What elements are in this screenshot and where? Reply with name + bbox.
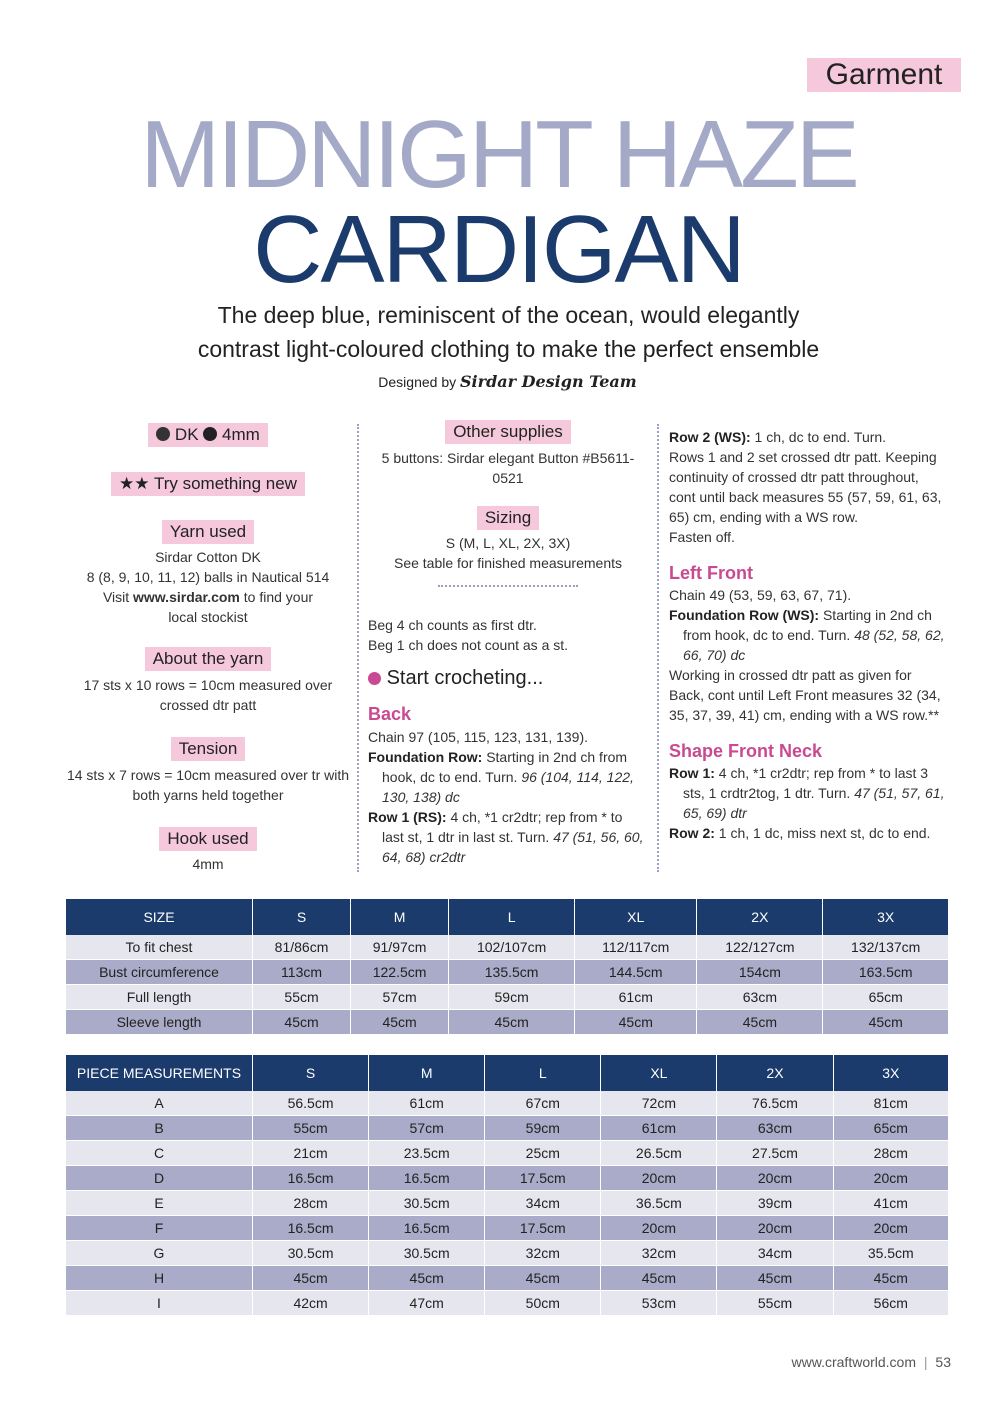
piece-table-row-cell: 76.5cm bbox=[717, 1091, 833, 1116]
size-table-body bbox=[66, 935, 948, 1035]
size-table-header-cell: S bbox=[253, 899, 351, 935]
sizing-heading: Sizing bbox=[477, 506, 539, 530]
hook-icon bbox=[203, 427, 217, 441]
column-info bbox=[62, 420, 354, 874]
piece-table-row-cell: 35.5cm bbox=[833, 1241, 948, 1266]
about-yarn-line-2: crossed dtr patt bbox=[159, 697, 257, 713]
piece-table-row-cell: 17.5cm bbox=[485, 1166, 601, 1191]
piece-table-row bbox=[66, 1191, 948, 1216]
subtitle-line-2: contrast light-coloured clothing to make the perfect ensemble bbox=[197, 336, 820, 362]
piece-table-header-cell: S bbox=[253, 1055, 369, 1091]
piece-table-row bbox=[66, 1166, 948, 1191]
piece-table-row-cell: 45cm bbox=[253, 1266, 369, 1291]
piece-table-row-cell: 30.5cm bbox=[369, 1191, 485, 1216]
piece-table-row-cell: 45cm bbox=[485, 1266, 601, 1291]
piece-table-row-label: D bbox=[66, 1166, 253, 1191]
size-table-row-cell: 45cm bbox=[823, 1010, 948, 1035]
start-crocheting-heading: Start crocheting... bbox=[368, 667, 648, 690]
piece-table-row-cell: 28cm bbox=[833, 1141, 948, 1166]
size-table-row-cell: 45cm bbox=[697, 1010, 823, 1035]
size-table-row-cell: 112/117cm bbox=[575, 935, 697, 960]
piece-table-row bbox=[66, 1116, 948, 1141]
difficulty-badge bbox=[111, 472, 305, 496]
piece-table-row-cell: 36.5cm bbox=[601, 1191, 717, 1216]
sizing-sizes: S (M, L, XL, 2X, 3X) bbox=[445, 535, 571, 551]
piece-table-row bbox=[66, 1241, 948, 1266]
page-number: 53 bbox=[935, 1354, 951, 1370]
piece-table-row-cell: 81cm bbox=[833, 1091, 948, 1116]
fasten-off: Fasten off. bbox=[669, 529, 735, 545]
size-table-row-cell: 45cm bbox=[449, 1010, 575, 1035]
title-line-1: MIDNIGHT HAZE bbox=[140, 101, 857, 208]
column-divider-1 bbox=[357, 424, 359, 872]
subtitle bbox=[100, 298, 917, 366]
size-table-row-cell: 45cm bbox=[575, 1010, 697, 1035]
piece-table-row-cell: 55cm bbox=[717, 1291, 833, 1316]
piece-table-header-cell: XL bbox=[601, 1055, 717, 1091]
piece-table-row-cell: 30.5cm bbox=[253, 1241, 369, 1266]
back-foundation-row: Foundation Row: Starting in 2nd ch from hook, dc to end. Turn. 96 (104, 114, 122, 130, 138) dc bbox=[368, 749, 634, 805]
column-pattern-2 bbox=[669, 427, 949, 843]
left-front-heading: Left Front bbox=[669, 563, 753, 583]
piece-table-row-cell: 56cm bbox=[833, 1291, 948, 1316]
hook-used-value: 4mm bbox=[192, 856, 224, 872]
size-table-header-cell: M bbox=[351, 899, 449, 935]
yarn-used-heading: Yarn used bbox=[162, 520, 254, 544]
piece-table-row-cell: 45cm bbox=[369, 1266, 485, 1291]
piece-table-row-cell: 20cm bbox=[717, 1166, 833, 1191]
piece-table-row-cell: 30.5cm bbox=[369, 1241, 485, 1266]
piece-table-row-cell: 61cm bbox=[369, 1091, 485, 1116]
piece-table-row-cell: 26.5cm bbox=[601, 1141, 717, 1166]
size-table-row-cell: 132/137cm bbox=[823, 935, 948, 960]
size-table-row-cell: 63cm bbox=[697, 985, 823, 1010]
back-chain: Chain 97 (105, 115, 123, 131, 139). bbox=[368, 729, 589, 745]
hook-used-heading: Hook used bbox=[159, 827, 256, 851]
size-table-row-cell: 122/127cm bbox=[697, 935, 823, 960]
piece-table-row-cell: 23.5cm bbox=[369, 1141, 485, 1166]
difficulty-label: Try something new bbox=[153, 474, 297, 493]
stockist-line: Visit www.sirdar.com to find your bbox=[102, 589, 314, 605]
piece-table-row bbox=[66, 1141, 948, 1166]
page-footer bbox=[792, 1354, 951, 1370]
yarn-name: Sirdar Cotton DK bbox=[155, 549, 261, 565]
size-table-row-cell: 65cm bbox=[823, 985, 948, 1010]
piece-table-row-label: G bbox=[66, 1241, 253, 1266]
piece-table-header-cell: 2X bbox=[717, 1055, 833, 1091]
yarn-ball-icon bbox=[156, 427, 170, 441]
designer-name: Sirdar Design Team bbox=[460, 372, 637, 391]
piece-table-row-cell: 34cm bbox=[485, 1191, 601, 1216]
size-table-header-cell: XL bbox=[575, 899, 697, 935]
left-front-foundation-row: Foundation Row (WS): Starting in 2nd ch from hook, dc to end. Turn. 48 (52, 58, 62, 66, 70) dc bbox=[669, 607, 945, 663]
size-table-row-cell: 135.5cm bbox=[449, 960, 575, 985]
size-table-row-label: Sleeve length bbox=[66, 1010, 253, 1035]
tension-heading: Tension bbox=[171, 737, 246, 761]
piece-table-header-cell: M bbox=[369, 1055, 485, 1091]
piece-table-row-cell: 20cm bbox=[717, 1216, 833, 1241]
category-tag: Garment bbox=[807, 58, 961, 92]
back-row-1: Row 1 (RS): 4 ch, *1 cr2dtr; rep from * to last st, 1 dtr in last st. Turn. 47 (51, 56, 60, 64, 68) cr2dtr bbox=[368, 809, 644, 865]
piece-table-row-cell: 20cm bbox=[833, 1166, 948, 1191]
size-table-row-cell: 45cm bbox=[351, 1010, 449, 1035]
size-table-row-cell: 122.5cm bbox=[351, 960, 449, 985]
size-table-row-cell: 55cm bbox=[253, 985, 351, 1010]
piece-table-row-cell: 17.5cm bbox=[485, 1216, 601, 1241]
piece-table-row-cell: 50cm bbox=[485, 1291, 601, 1316]
piece-table-header-cell: 3X bbox=[833, 1055, 948, 1091]
piece-table-row-cell: 39cm bbox=[717, 1191, 833, 1216]
left-front-chain: Chain 49 (53, 59, 63, 67, 71). bbox=[669, 587, 852, 603]
piece-table-row-cell: 56.5cm bbox=[253, 1091, 369, 1116]
piece-table-row-label: F bbox=[66, 1216, 253, 1241]
size-table-row-cell: 59cm bbox=[449, 985, 575, 1010]
note-beg-1ch: Beg 1 ch does not count as a st. bbox=[368, 637, 569, 653]
size-table-row bbox=[66, 1010, 948, 1035]
piece-table-row-cell: 34cm bbox=[717, 1241, 833, 1266]
size-table-row-cell: 57cm bbox=[351, 985, 449, 1010]
piece-measurements-table bbox=[66, 1055, 948, 1316]
size-table-row-cell: 102/107cm bbox=[449, 935, 575, 960]
size-table-row-label: Full length bbox=[66, 985, 253, 1010]
piece-table-row-cell: 61cm bbox=[601, 1116, 717, 1141]
shape-front-neck-heading: Shape Front Neck bbox=[669, 741, 823, 761]
sirdar-link[interactable]: www.sirdar.com bbox=[133, 589, 240, 605]
other-supplies-heading: Other supplies bbox=[445, 420, 571, 444]
about-yarn-line-1: 17 sts x 10 rows = 10cm measured over bbox=[83, 677, 333, 693]
piece-table-row-cell: 59cm bbox=[485, 1116, 601, 1141]
back-row-2: Row 2 (WS): 1 ch, dc to end. Turn. bbox=[669, 429, 887, 445]
sizing-note: See table for finished measurements bbox=[393, 555, 622, 571]
size-table-header-cell: L bbox=[449, 899, 575, 935]
subtitle-line-1: The deep blue, reminiscent of the ocean, would elegantly bbox=[217, 302, 800, 328]
designed-by-label: Designed by bbox=[378, 374, 457, 390]
piece-table-row-cell: 67cm bbox=[485, 1091, 601, 1116]
stockist-line-2: local stockist bbox=[168, 609, 248, 625]
size-table-row-label: To fit chest bbox=[66, 935, 253, 960]
piece-table-row-cell: 63cm bbox=[717, 1116, 833, 1141]
supplies-text: 5 buttons: Sirdar elegant Button #B5611-0521 bbox=[381, 450, 635, 486]
neck-row-1: Row 1: 4 ch, *1 cr2dtr; rep from * to last 3 sts, 1 crdtr2tog, 1 dtr. Turn. 47 (51, 57, 61, 65, 69) dtr bbox=[669, 765, 945, 821]
piece-table-row-cell: 20cm bbox=[833, 1216, 948, 1241]
piece-table-header-cell: L bbox=[485, 1055, 601, 1091]
designer-credit bbox=[0, 372, 997, 391]
size-table-header-cell: SIZE bbox=[66, 899, 253, 935]
piece-table-row-cell: 25cm bbox=[485, 1141, 601, 1166]
yarn-quantity: 8 (8, 9, 10, 11, 12) balls in Nautical 514 bbox=[86, 569, 330, 585]
piece-table-row-label: H bbox=[66, 1266, 253, 1291]
piece-table-row-label: B bbox=[66, 1116, 253, 1141]
piece-table-row-cell: 32cm bbox=[601, 1241, 717, 1266]
piece-table-row-cell: 16.5cm bbox=[253, 1166, 369, 1191]
piece-table-row-cell: 45cm bbox=[833, 1266, 948, 1291]
piece-table-row bbox=[66, 1216, 948, 1241]
piece-table-row-label: A bbox=[66, 1091, 253, 1116]
piece-table-row-cell: 21cm bbox=[253, 1141, 369, 1166]
weight-hook-badge bbox=[148, 423, 268, 447]
piece-table-row-cell: 65cm bbox=[833, 1116, 948, 1141]
piece-table-row-cell: 53cm bbox=[601, 1291, 717, 1316]
dotted-separator bbox=[438, 585, 578, 587]
size-table-row-cell: 61cm bbox=[575, 985, 697, 1010]
piece-table-header-cell: PIECE MEASUREMENTS bbox=[66, 1055, 253, 1091]
size-table-row-cell: 163.5cm bbox=[823, 960, 948, 985]
piece-table-row bbox=[66, 1266, 948, 1291]
piece-table-row-cell: 16.5cm bbox=[369, 1166, 485, 1191]
piece-table-row-cell: 72cm bbox=[601, 1091, 717, 1116]
neck-row-2: Row 2: 1 ch, 1 dc, miss next st, dc to end. bbox=[669, 825, 931, 841]
footer-separator: | bbox=[923, 1354, 928, 1370]
piece-table-row bbox=[66, 1291, 948, 1316]
hook-size-label: 4mm bbox=[222, 425, 260, 444]
size-table-row-cell: 45cm bbox=[253, 1010, 351, 1035]
piece-table-row-cell: 57cm bbox=[369, 1116, 485, 1141]
piece-table-row-cell: 32cm bbox=[485, 1241, 601, 1266]
piece-table-row-cell: 55cm bbox=[253, 1116, 369, 1141]
size-table-header-cell: 2X bbox=[697, 899, 823, 935]
piece-table-row-cell: 16.5cm bbox=[253, 1216, 369, 1241]
piece-table-row-cell: 45cm bbox=[601, 1266, 717, 1291]
piece-table-row-cell: 41cm bbox=[833, 1191, 948, 1216]
size-table-row-cell: 91/97cm bbox=[351, 935, 449, 960]
size-table-header bbox=[66, 899, 948, 935]
size-table-row-label: Bust circumference bbox=[66, 960, 253, 985]
footer-url[interactable]: www.craftworld.com bbox=[791, 1354, 916, 1370]
piece-table-row-label: C bbox=[66, 1141, 253, 1166]
piece-table-row bbox=[66, 1091, 948, 1116]
left-front-continue-text: Working in crossed dtr patt as given for Back, cont until Left Front measures 32 (34, 35, 37, 39, 41) cm, ending with a WS row.** bbox=[669, 667, 941, 723]
piece-table-row-cell: 42cm bbox=[253, 1291, 369, 1316]
piece-table-row-cell: 47cm bbox=[369, 1291, 485, 1316]
tension-line-1: 14 sts x 7 rows = 10cm measured over tr with bbox=[66, 767, 350, 783]
piece-table-row-cell: 45cm bbox=[717, 1266, 833, 1291]
back-continue-text: Rows 1 and 2 set crossed dtr patt. Keeping continuity of crossed dtr patt throughout, cont until back measures 55 (57, 59, 61, 63, 65) cm, ending with a WS row. bbox=[669, 449, 942, 525]
column-pattern-1 bbox=[368, 420, 648, 867]
size-table-row bbox=[66, 935, 948, 960]
size-table-row-cell: 154cm bbox=[697, 960, 823, 985]
about-yarn-heading: About the yarn bbox=[145, 647, 272, 671]
tension-line-2: both yarns held together bbox=[132, 787, 284, 803]
piece-table-header bbox=[66, 1055, 948, 1091]
back-heading: Back bbox=[368, 704, 412, 724]
title-line-2: CARDIGAN bbox=[253, 196, 744, 303]
size-table bbox=[66, 899, 948, 1035]
piece-table-row-cell: 16.5cm bbox=[369, 1216, 485, 1241]
piece-table-body bbox=[66, 1091, 948, 1316]
column-divider-2 bbox=[657, 424, 659, 872]
size-table-row-cell: 113cm bbox=[253, 960, 351, 985]
piece-table-row-label: I bbox=[66, 1291, 253, 1316]
piece-table-row-cell: 27.5cm bbox=[717, 1141, 833, 1166]
size-table-row-cell: 144.5cm bbox=[575, 960, 697, 985]
yarn-ball-icon bbox=[368, 672, 381, 685]
size-table-row bbox=[66, 985, 948, 1010]
size-table-row bbox=[66, 960, 948, 985]
weight-label: DK bbox=[174, 425, 199, 444]
piece-table-row-label: E bbox=[66, 1191, 253, 1216]
star-icon: ★★ bbox=[119, 474, 150, 493]
piece-table-row-cell: 28cm bbox=[253, 1191, 369, 1216]
size-table-header-cell: 3X bbox=[823, 899, 948, 935]
piece-table-row-cell: 20cm bbox=[601, 1166, 717, 1191]
note-beg-4ch: Beg 4 ch counts as first dtr. bbox=[368, 617, 537, 633]
size-table-row-cell: 81/86cm bbox=[253, 935, 351, 960]
piece-table-row-cell: 20cm bbox=[601, 1216, 717, 1241]
